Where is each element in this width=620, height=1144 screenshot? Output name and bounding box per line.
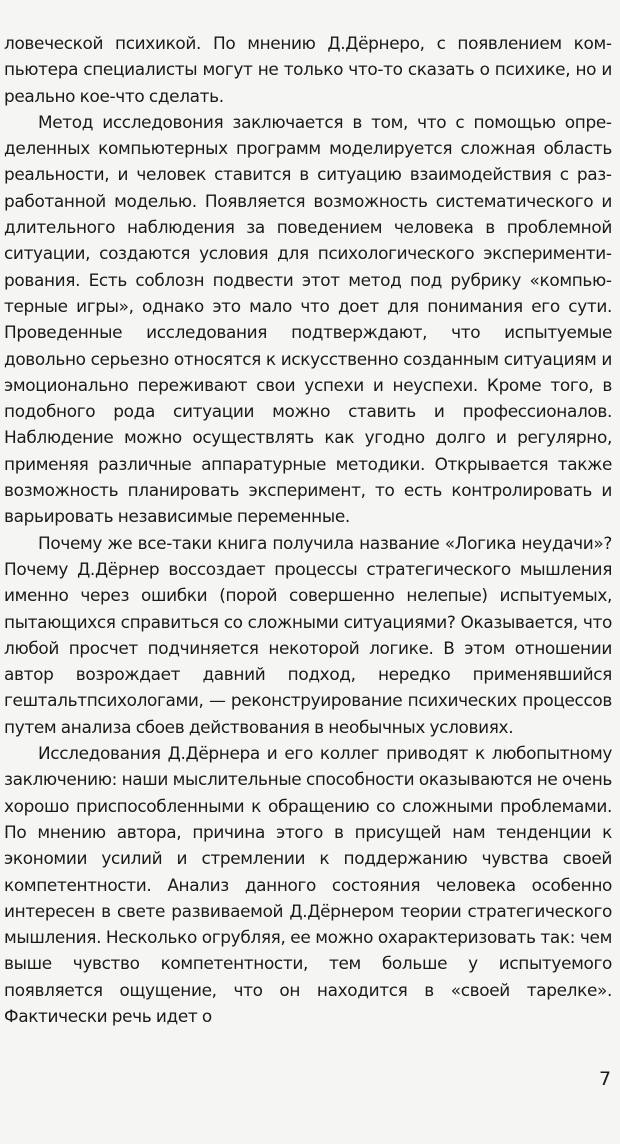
page-number: 7: [599, 1068, 612, 1090]
body-text: [4, 30, 612, 1029]
paragraph-continuation: ловеческой психикой. По мнению Д.Дёрнеро, с появлением компьютера специалисты могут не только что-то сказать о психике, но и реально кое-что сделать.: [4, 33, 612, 106]
paragraph-method: Метод исследовония заключается в том, что с помощью определенных компьютерных программ моделируется сложная область реальности, и человек ставится в ситуацию взаимодействия с разработанной моделью. Появляется возможность систематического и длительного наблюдения за поведением человека в проблемной ситуации, создаются условия для психологического экспериментирования. Есть соблозн подвести этот метод под рубрику «компьютерные игры», однако это мало что доет для понимания его сути. Проведенные исследования подтверждают, что испытуемые довольно серьезно относятся к искусственно созданным ситуациям и эмоционально переживают свои успехи и неуспехи. Кроме того, в подобного рода ситуации можно ставить и профессионалов. Наблюдение можно осуществлять как угодно долго и регулярно, применяя различные аппаратурные методики. Открывается также возможность планировать эксперимент, то есть контролировать и варьировать независимые переменные.: [4, 111, 612, 527]
paragraph-research-conclusion: Исследования Д.Дёрнера и его коллег приводят к любопытному заключению: наши мыслительные способности оказываются не очень хорошо приспособленными к обращению со сложными проблемами. По мнению автора, причина этого в присущей нам тенденции к экономии усилий и стремлении к поддержанию чувства своей компетентности. Анализ данного состояния человека особенно интересен в свете развиваемой Д.Дёрнером теории стратегического мышления. Несколько огрубляя, ее можно охарактеризовать так: чем выше чувство компетентности, тем больше у испытуемого появляется ощущение, что он находится в «своей тарелке». Фактически речь идет о: [4, 743, 612, 1026]
paragraph-logic-of-failure: Почему же все-таки книга получила название «Логика неудачи»? Почему Д.Дёрнер воссоздает процессы стратегического мышления именно через ошибки (порой совершенно нелепые) испытуемых, пытающихся справиться со сложными ситуациями? Оказывается, что любой просчет подчиняется некоторой логике. В этом отношении автор возрождает давний подход, нередко применявшийся гештальтпсихологами, — реконструирование психических процессов путем анализа сбоев действования в необычных условиях.: [4, 532, 612, 737]
